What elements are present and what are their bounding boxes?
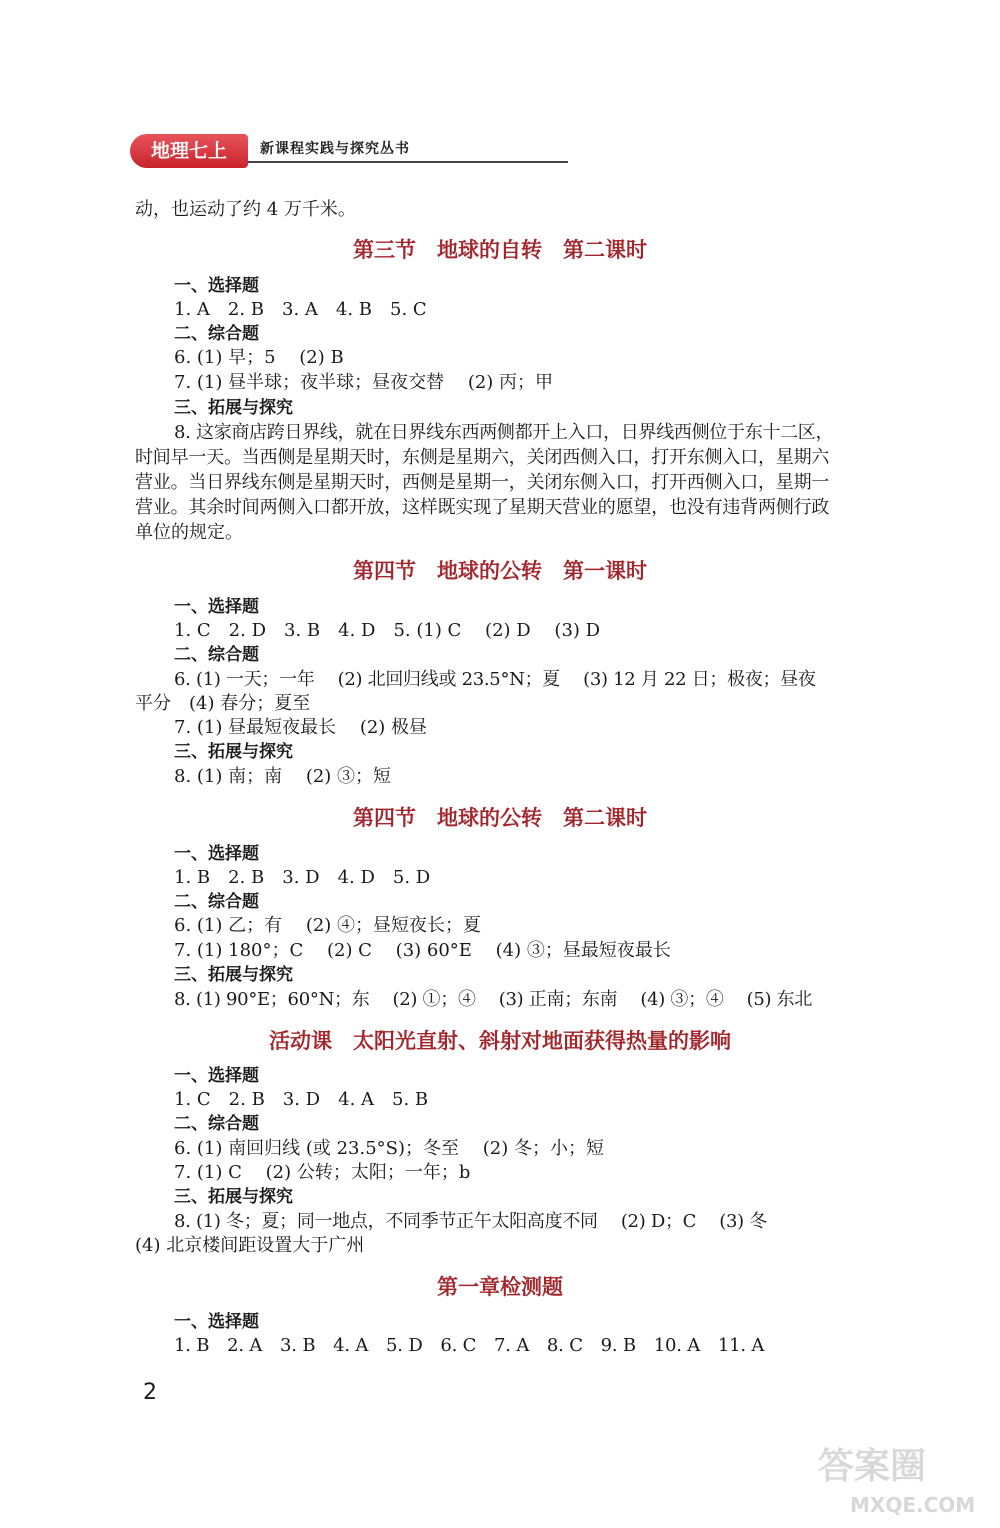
category-heading: 一、选择题 (174, 1066, 259, 1086)
category-heading: 二、综合题 (174, 892, 259, 912)
category-heading: 三、拓展与探究 (174, 1187, 293, 1207)
category-heading: 一、选择题 (174, 276, 259, 296)
page-number: 2 (143, 1380, 157, 1405)
answer-line: 8. (1) 90°E；60°N；东 (2) ①；④ (3) 正南；东南 (4) ③；④ (5) 东北 (174, 989, 813, 1010)
category-heading: 三、拓展与探究 (174, 965, 293, 985)
paragraph-line: 时间早一天。当西侧是星期天时，东侧是星期六，关闭西侧入口，打开东侧入口，星期六 (135, 447, 830, 468)
answer-line: 1. B 2. A 3. B 4. A 5. D 6. C 7. A 8. C 9. B 10. A 11. A (174, 1335, 765, 1356)
answer-line: 1. B 2. B 3. D 4. D 5. D (174, 867, 431, 888)
section-title: 第四节 地球的公转 第二课时 (353, 806, 647, 830)
header-rule (248, 161, 568, 163)
category-heading: 三、拓展与探究 (174, 398, 293, 418)
intro-line: 动，也运动了约 4 万千米。 (135, 199, 356, 220)
category-heading: 一、选择题 (174, 844, 259, 864)
answer-line: 8. (1) 南；南 (2) ③；短 (174, 766, 392, 787)
section-title: 活动课 太阳光直射、斜射对地面获得热量的影响 (269, 1029, 731, 1053)
answer-line: 1. A 2. B 3. A 4. B 5. C (174, 299, 427, 320)
answer-line: 平分 (4) 春分；夏至 (135, 693, 311, 714)
watermark-text: 答案圈 (818, 1446, 927, 1487)
category-heading: 二、综合题 (174, 324, 259, 344)
paragraph-line: 营业。其余时间两侧入口都开放，这样既实现了星期天营业的愿望，也没有违背两侧行政 (135, 497, 830, 518)
series-title: 新课程实践与探究丛书 (260, 141, 410, 157)
paragraph-line: 单位的规定。 (135, 522, 243, 543)
answer-line: 1. C 2. D 3. B 4. D 5. (1) C (2) D (3) D (174, 620, 601, 641)
paragraph-line: 8. 这家商店跨日界线，就在日界线东西两侧都开上入口，日界线西侧位于东十二区， (174, 422, 834, 443)
paragraph-line: 营业。当日界线东侧是星期天时，西侧是星期一，关闭东侧入口，打开西侧入口，星期一 (135, 472, 830, 493)
answer-line: 7. (1) 昼最短夜最长 (2) 极昼 (174, 717, 428, 738)
running-header (130, 134, 460, 168)
category-heading: 二、综合题 (174, 645, 259, 665)
category-heading: 一、选择题 (174, 597, 259, 617)
answer-line: 1. C 2. B 3. D 4. A 5. B (174, 1089, 429, 1110)
category-heading: 二、综合题 (174, 1114, 259, 1134)
watermark-logo (800, 1430, 990, 1520)
answer-line: (4) 北京楼间距设置大于广州 (135, 1235, 365, 1256)
category-heading: 一、选择题 (174, 1312, 259, 1332)
answer-line: 6. (1) 乙；有 (2) ④；昼短夜长；夏 (174, 915, 482, 936)
answer-line: 6. (1) 南回归线 (或 23.5°S)；冬至 (2) 冬；小；短 (174, 1138, 604, 1159)
section-title: 第四节 地球的公转 第一课时 (353, 559, 647, 583)
answer-line: 7. (1) 昼半球；夜半球；昼夜交替 (2) 丙；甲 (174, 372, 554, 393)
answer-line: 6. (1) 一天；一年 (2) 北回归线或 23.5°N；夏 (3) 12 月 22 日；极夜；昼夜 (174, 669, 816, 690)
answer-line: 7. (1) 180°；C (2) C (3) 60°E (4) ③；昼最短夜最长 (174, 940, 671, 961)
category-heading: 三、拓展与探究 (174, 742, 293, 762)
answer-line: 8. (1) 冬；夏；同一地点，不同季节正午太阳高度不同 (2) D；C (3) 冬 (174, 1211, 767, 1232)
answer-line: 7. (1) C (2) 公转；太阳；一年；b (174, 1162, 471, 1183)
section-title: 第三节 地球的自转 第二课时 (353, 238, 647, 262)
answer-line: 6. (1) 早；5 (2) B (174, 347, 344, 368)
watermark-url: MXQE.COM (850, 1493, 976, 1517)
section-title: 第一章检测题 (437, 1275, 563, 1299)
subject-badge: 地理七上 (130, 134, 248, 168)
